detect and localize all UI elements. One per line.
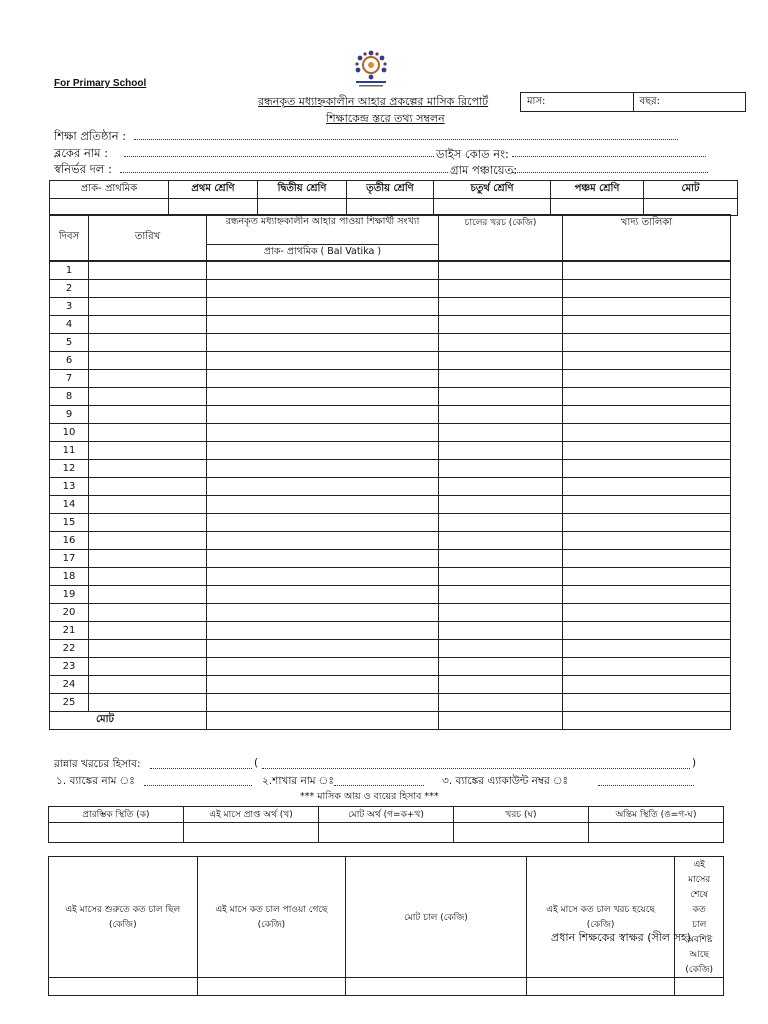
table-row bbox=[50, 388, 731, 406]
table-row bbox=[50, 370, 731, 388]
table-row bbox=[50, 298, 731, 316]
class-header: পঞ্চম শ্রেণি bbox=[551, 181, 644, 199]
student-count-cell[interactable] bbox=[207, 532, 439, 550]
table-row bbox=[50, 532, 731, 550]
date-cell[interactable] bbox=[89, 514, 207, 532]
headmaster-signature-label: প্রধান শিক্ষকের স্বাক্ষর (সীল সহ) bbox=[551, 931, 691, 944]
class-count-table bbox=[49, 180, 738, 216]
rice-used-cell[interactable] bbox=[439, 586, 563, 604]
date-cell[interactable] bbox=[89, 532, 207, 550]
dise-field[interactable] bbox=[512, 156, 706, 157]
day-number: 15 bbox=[50, 514, 89, 532]
class-count-cell[interactable] bbox=[258, 199, 347, 216]
class-header: প্রথম শ্রেণি bbox=[169, 181, 258, 199]
money-cell[interactable] bbox=[49, 823, 184, 843]
student-count-cell[interactable] bbox=[207, 478, 439, 496]
day-number: 9 bbox=[50, 406, 89, 424]
class-count-cell[interactable] bbox=[551, 199, 644, 216]
rice-cell[interactable] bbox=[197, 978, 346, 996]
rice-used-cell[interactable] bbox=[439, 676, 563, 694]
menu-cell[interactable] bbox=[563, 550, 731, 568]
day-number: 6 bbox=[50, 352, 89, 370]
table-row bbox=[50, 694, 731, 712]
table-row bbox=[50, 622, 731, 640]
class-header: মোট bbox=[644, 181, 738, 199]
money-header: খরচ (ঘ) bbox=[454, 807, 589, 823]
day-number: 21 bbox=[50, 622, 89, 640]
rice-used-cell[interactable] bbox=[439, 298, 563, 316]
date-cell[interactable] bbox=[89, 424, 207, 442]
rice-header: এই মাসে কত চাল খরচ হয়েছে (কেজি) bbox=[526, 857, 675, 978]
rice-used-cell[interactable] bbox=[439, 478, 563, 496]
emblem-logo bbox=[346, 48, 396, 90]
month-field[interactable]: মাস: bbox=[521, 93, 634, 111]
table-row bbox=[50, 568, 731, 586]
day-number: 4 bbox=[50, 316, 89, 334]
date-cell[interactable] bbox=[89, 550, 207, 568]
date-cell[interactable] bbox=[89, 370, 207, 388]
rice-header: এই মাসের শেষে কত চাল অবশিষ্ট আছে (কেজি) bbox=[675, 857, 724, 978]
menu-cell[interactable] bbox=[563, 514, 731, 532]
student-count-cell[interactable] bbox=[207, 658, 439, 676]
student-count-cell[interactable] bbox=[207, 676, 439, 694]
money-header: প্রারম্ভিক স্থিতি (ক) bbox=[49, 807, 184, 823]
day-number: 14 bbox=[50, 496, 89, 514]
income-expense-title: *** মাসিক আয় ও ব্যয়ের হিসাব *** bbox=[300, 791, 439, 802]
student-count-cell[interactable] bbox=[207, 640, 439, 658]
institution-field[interactable] bbox=[134, 139, 678, 140]
menu-cell[interactable] bbox=[563, 280, 731, 298]
total-menu-cell[interactable] bbox=[563, 712, 731, 730]
table-row bbox=[50, 424, 731, 442]
date-cell[interactable] bbox=[89, 442, 207, 460]
menu-cell[interactable] bbox=[563, 316, 731, 334]
class-header: দ্বিতীয় শ্রেণি bbox=[258, 181, 347, 199]
rice-header: এই মাসের শুরুতে কত চাল ছিল (কেজি) bbox=[49, 857, 198, 978]
money-cell[interactable] bbox=[184, 823, 319, 843]
date-cell[interactable] bbox=[89, 640, 207, 658]
student-count-cell[interactable] bbox=[207, 496, 439, 514]
rice-header: এই মাসে কত চাল পাওয়া গেছে (কেজি) bbox=[197, 857, 346, 978]
for-primary-label: For Primary School bbox=[54, 78, 147, 89]
date-header: তারিখ bbox=[89, 215, 207, 261]
rice-used-cell[interactable] bbox=[439, 622, 563, 640]
rice-used-cell[interactable] bbox=[439, 460, 563, 478]
student-count-cell[interactable] bbox=[207, 280, 439, 298]
student-count-cell[interactable] bbox=[207, 622, 439, 640]
rice-used-cell[interactable] bbox=[439, 280, 563, 298]
rice-used-cell[interactable] bbox=[439, 424, 563, 442]
menu-cell[interactable] bbox=[563, 298, 731, 316]
rice-header: চালের খরচ (কেজি) bbox=[439, 215, 563, 261]
rice-used-cell[interactable] bbox=[439, 532, 563, 550]
money-cell[interactable] bbox=[454, 823, 589, 843]
branch-name-label: ২.শাখার নাম ঃ bbox=[262, 775, 334, 787]
table-row bbox=[50, 478, 731, 496]
total-label: মোট bbox=[50, 712, 207, 730]
day-number: 8 bbox=[50, 388, 89, 406]
account-no-field[interactable] bbox=[598, 785, 694, 786]
table-row bbox=[50, 604, 731, 622]
money-table bbox=[48, 806, 724, 843]
menu-cell[interactable] bbox=[563, 442, 731, 460]
menu-cell[interactable] bbox=[563, 694, 731, 712]
date-cell[interactable] bbox=[89, 334, 207, 352]
day-number: 10 bbox=[50, 424, 89, 442]
rice-cell[interactable] bbox=[675, 978, 724, 996]
student-count-cell[interactable] bbox=[207, 316, 439, 334]
date-cell[interactable] bbox=[89, 676, 207, 694]
day-number: 25 bbox=[50, 694, 89, 712]
table-row bbox=[50, 640, 731, 658]
day-number: 3 bbox=[50, 298, 89, 316]
rice-used-cell[interactable] bbox=[439, 352, 563, 370]
total-rice-cell[interactable] bbox=[439, 712, 563, 730]
menu-cell[interactable] bbox=[563, 640, 731, 658]
student-count-cell[interactable] bbox=[207, 370, 439, 388]
shg-field[interactable] bbox=[120, 172, 448, 173]
report-subtitle: শিক্ষাকেন্দ্র স্তরে তথ্য সম্বলন bbox=[326, 112, 445, 125]
year-field[interactable]: বছর: bbox=[639, 96, 660, 107]
rice-used-cell[interactable] bbox=[439, 514, 563, 532]
rice-used-cell[interactable] bbox=[439, 442, 563, 460]
table-row bbox=[50, 676, 731, 694]
bank-name-label: ১. ব্যাঙ্কের নাম ঃ bbox=[56, 775, 135, 787]
gp-label: গ্রাম পঞ্চায়েত: bbox=[450, 163, 518, 177]
dise-label: ডাইস কোড নং: bbox=[436, 147, 509, 161]
day-number: 20 bbox=[50, 604, 89, 622]
institution-label: শিক্ষা প্রতিষ্ঠান : bbox=[54, 129, 127, 143]
date-cell[interactable] bbox=[89, 352, 207, 370]
student-count-cell[interactable] bbox=[207, 694, 439, 712]
class-header: প্রাক- প্রাথমিক bbox=[50, 181, 169, 199]
menu-cell[interactable] bbox=[563, 262, 731, 280]
table-row bbox=[50, 586, 731, 604]
date-cell[interactable] bbox=[89, 406, 207, 424]
day-number: 2 bbox=[50, 280, 89, 298]
date-cell[interactable] bbox=[89, 478, 207, 496]
total-row bbox=[50, 712, 731, 730]
table-row bbox=[50, 352, 731, 370]
money-header: অন্তিম স্থিতি (ঙ=গ-ঘ) bbox=[589, 807, 724, 823]
date-cell[interactable] bbox=[89, 496, 207, 514]
day-number: 18 bbox=[50, 568, 89, 586]
rice-used-cell[interactable] bbox=[439, 334, 563, 352]
student-count-cell[interactable] bbox=[207, 352, 439, 370]
student-count-cell[interactable] bbox=[207, 550, 439, 568]
student-count-cell[interactable] bbox=[207, 460, 439, 478]
branch-name-field[interactable] bbox=[334, 785, 424, 786]
rice-used-cell[interactable] bbox=[439, 694, 563, 712]
report-title: রন্ধনকৃত মধ্যাহ্নকালীন আহার প্রকল্পের মাসিক রিপোর্ট bbox=[258, 95, 489, 108]
rice-used-cell[interactable] bbox=[439, 388, 563, 406]
day-number: 13 bbox=[50, 478, 89, 496]
menu-cell[interactable] bbox=[563, 460, 731, 478]
rice-used-cell[interactable] bbox=[439, 262, 563, 280]
table-row bbox=[50, 406, 731, 424]
day-number: 11 bbox=[50, 442, 89, 460]
shg-label: স্বনির্ভর দল : bbox=[54, 162, 112, 176]
rice-used-cell[interactable] bbox=[439, 640, 563, 658]
day-number: 1 bbox=[50, 262, 89, 280]
menu-cell[interactable] bbox=[563, 586, 731, 604]
daily-meal-table bbox=[49, 214, 731, 730]
table-row bbox=[50, 550, 731, 568]
table-row bbox=[50, 658, 731, 676]
day-number: 22 bbox=[50, 640, 89, 658]
day-number: 17 bbox=[50, 550, 89, 568]
menu-cell[interactable] bbox=[563, 424, 731, 442]
day-number: 5 bbox=[50, 334, 89, 352]
student-count-cell[interactable] bbox=[207, 298, 439, 316]
total-students-cell[interactable] bbox=[207, 712, 439, 730]
class-count-cell[interactable] bbox=[347, 199, 434, 216]
menu-cell[interactable] bbox=[563, 676, 731, 694]
rice-used-cell[interactable] bbox=[439, 496, 563, 514]
date-cell[interactable] bbox=[89, 298, 207, 316]
rice-used-cell[interactable] bbox=[439, 604, 563, 622]
student-count-cell[interactable] bbox=[207, 334, 439, 352]
student-count-cell[interactable] bbox=[207, 406, 439, 424]
rice-cell[interactable] bbox=[526, 978, 675, 996]
date-cell[interactable] bbox=[89, 568, 207, 586]
student-count-cell[interactable] bbox=[207, 568, 439, 586]
date-cell[interactable] bbox=[89, 316, 207, 334]
menu-cell[interactable] bbox=[563, 604, 731, 622]
class-count-cell[interactable] bbox=[169, 199, 258, 216]
table-row bbox=[50, 262, 731, 280]
date-cell[interactable] bbox=[89, 604, 207, 622]
paren-close: ) bbox=[692, 757, 697, 769]
preprimary-subheader: প্রাক- প্রাথমিক ( Bal Vatika ) bbox=[207, 245, 439, 261]
class-count-cell[interactable] bbox=[434, 199, 551, 216]
account-no-label: ৩. ব্যাঙ্কের এ্যাকাউন্ট নম্বর ঃ bbox=[442, 775, 569, 787]
student-count-cell[interactable] bbox=[207, 442, 439, 460]
student-count-cell[interactable] bbox=[207, 262, 439, 280]
class-header: তৃতীয় শ্রেণি bbox=[347, 181, 434, 199]
cooking-cost-label: রান্নার খরচের হিসাব: bbox=[54, 758, 141, 770]
date-cell[interactable] bbox=[89, 280, 207, 298]
rice-used-cell[interactable] bbox=[439, 550, 563, 568]
money-cell[interactable] bbox=[319, 823, 454, 843]
block-field[interactable] bbox=[124, 156, 434, 157]
money-cell[interactable] bbox=[589, 823, 724, 843]
class-header: চতুর্থ শ্রেণি bbox=[434, 181, 551, 199]
menu-cell[interactable] bbox=[563, 622, 731, 640]
day-header: দিবস bbox=[50, 215, 89, 261]
month-year-box bbox=[520, 92, 746, 112]
menu-cell[interactable] bbox=[563, 496, 731, 514]
rice-cell[interactable] bbox=[346, 978, 527, 996]
table-row bbox=[50, 316, 731, 334]
rice-used-cell[interactable] bbox=[439, 316, 563, 334]
menu-cell[interactable] bbox=[563, 568, 731, 586]
menu-cell[interactable] bbox=[563, 532, 731, 550]
table-row bbox=[50, 460, 731, 478]
rice-header: মোট চাল (কেজি) bbox=[346, 857, 527, 978]
table-row bbox=[50, 442, 731, 460]
day-number: 7 bbox=[50, 370, 89, 388]
menu-header: খাদ্য তালিকা bbox=[563, 215, 731, 261]
rice-cell[interactable] bbox=[49, 978, 198, 996]
class-count-cell[interactable] bbox=[644, 199, 738, 216]
date-cell[interactable] bbox=[89, 658, 207, 676]
bank-name-field[interactable] bbox=[144, 785, 252, 786]
menu-cell[interactable] bbox=[563, 658, 731, 676]
date-cell[interactable] bbox=[89, 586, 207, 604]
rice-used-cell[interactable] bbox=[439, 406, 563, 424]
class-count-cell[interactable] bbox=[50, 199, 169, 216]
block-label: ব্লকের নাম : bbox=[54, 146, 109, 160]
day-number: 19 bbox=[50, 586, 89, 604]
table-row bbox=[50, 496, 731, 514]
money-header: মোট অর্থ (গ=ক+খ) bbox=[319, 807, 454, 823]
day-number: 16 bbox=[50, 532, 89, 550]
menu-cell[interactable] bbox=[563, 388, 731, 406]
student-count-cell[interactable] bbox=[207, 604, 439, 622]
rice-used-cell[interactable] bbox=[439, 370, 563, 388]
student-count-cell[interactable] bbox=[207, 514, 439, 532]
day-number: 12 bbox=[50, 460, 89, 478]
menu-cell[interactable] bbox=[563, 478, 731, 496]
date-cell[interactable] bbox=[89, 262, 207, 280]
student-count-cell[interactable] bbox=[207, 586, 439, 604]
date-cell[interactable] bbox=[89, 694, 207, 712]
student-count-cell[interactable] bbox=[207, 424, 439, 442]
money-header: এই মাসে প্রাপ্ত অর্থ (খ) bbox=[184, 807, 319, 823]
cooking-cost-words-field[interactable] bbox=[262, 768, 690, 769]
day-number: 23 bbox=[50, 658, 89, 676]
table-row bbox=[50, 514, 731, 532]
table-row bbox=[50, 334, 731, 352]
table-row bbox=[50, 280, 731, 298]
students-header: রন্ধনকৃত মধ্যাহ্নকালীন আহার পাওয়া শিক্ষার্থী সংখ্যা bbox=[207, 215, 439, 245]
rice-stock-table bbox=[48, 856, 724, 996]
student-count-cell[interactable] bbox=[207, 388, 439, 406]
cooking-cost-field[interactable] bbox=[150, 768, 252, 769]
menu-cell[interactable] bbox=[563, 406, 731, 424]
paren-open: ( bbox=[254, 757, 259, 769]
day-number: 24 bbox=[50, 676, 89, 694]
menu-cell[interactable] bbox=[563, 334, 731, 352]
gp-field[interactable] bbox=[512, 172, 708, 173]
date-cell[interactable] bbox=[89, 622, 207, 640]
date-cell[interactable] bbox=[89, 460, 207, 478]
menu-cell[interactable] bbox=[563, 352, 731, 370]
menu-cell[interactable] bbox=[563, 370, 731, 388]
date-cell[interactable] bbox=[89, 388, 207, 406]
rice-used-cell[interactable] bbox=[439, 568, 563, 586]
rice-used-cell[interactable] bbox=[439, 658, 563, 676]
